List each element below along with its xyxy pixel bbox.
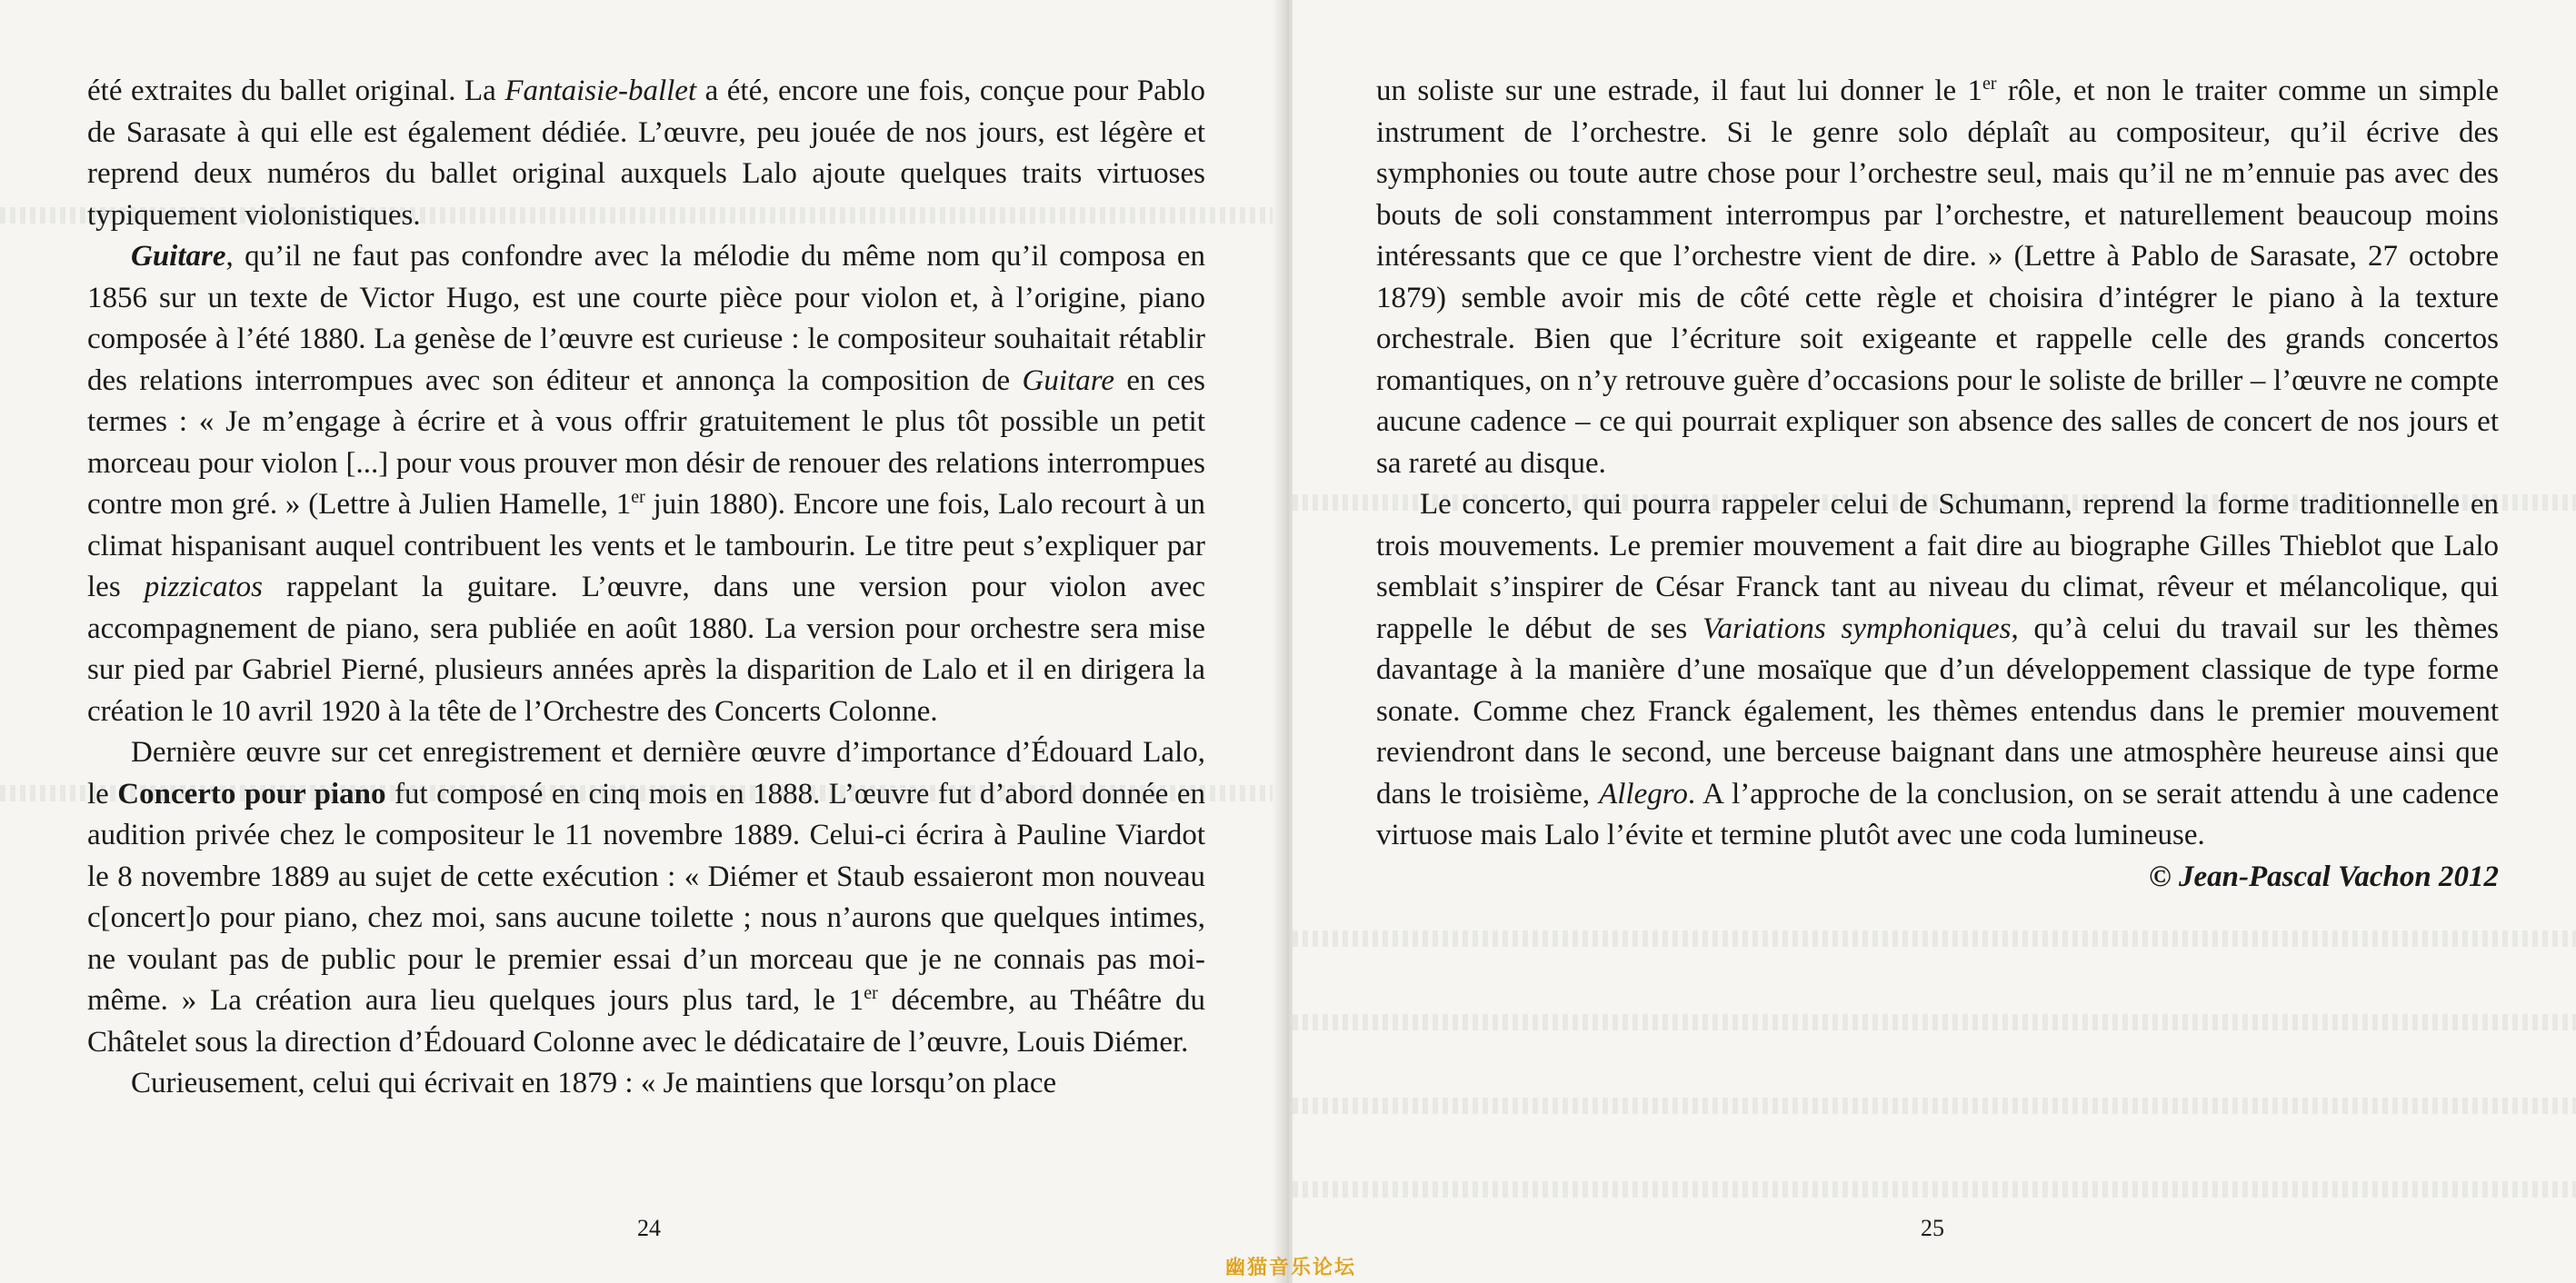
text-run: er (1982, 74, 1997, 94)
text-run: Dernière œuvre sur cet enregistrement et dernière œuvre d’importance d’Édouard Lalo, le (87, 736, 1205, 811)
text-run: en ces termes : « Je m’engage à écrire et à vous offrir gratuitement le plus tôt possible un petit morceau pour violon [...] pour vous prouver mon désir de renouer des relations interrompues contre mon gré. » (Lettre à Julien Hamelle, 1 (87, 363, 1205, 521)
text-run: a été, encore une fois, conçue pour Pablo de Sarasate à qui elle est également dédiée. L’œuvre, peu jouée de nos jours, est légère et reprend deux numéros du ballet original auxquels Lalo ajoute quelques traits virtuoses typiquement violonistiques. (87, 75, 1205, 232)
bleed-through-line (1293, 1098, 2576, 1114)
left-page-text (87, 71, 1205, 1105)
page-number-right: 25 (1921, 1215, 1944, 1241)
text-run: Fantaisie-ballet (504, 75, 697, 107)
paragraph (87, 236, 1205, 732)
text-run: pizzicatos (144, 571, 263, 603)
paragraph (87, 732, 1205, 1063)
text-run: rappelant la guitare. L’œuvre, dans une version pour violon avec accompagnement de piano, sera publiée en août 1880. La version pour orchestre sera mise sur pied par Gabriel Pierné, plusieurs années après la disparition de Lalo et il en dirigera la création le 10 avril 1920 à la tête de l’Orchestre des Concerts Colonne. (87, 571, 1205, 728)
text-run: er (631, 487, 645, 507)
text-run: Concerto pour piano (117, 777, 386, 811)
text-run: Guitare (1022, 363, 1114, 397)
text-run: un soliste sur une estrade, il faut lui donner le 1 (1376, 75, 1983, 107)
bleed-through-line (1293, 1181, 2576, 1198)
paragraph (87, 71, 1205, 236)
text-run: Guitare (131, 240, 226, 273)
text-run: décembre, au Théâtre du Châtelet sous la direction d’Édouard Colonne avec le dédicataire de l’œuvre, Louis Diémer. (87, 984, 1205, 1059)
paragraph (87, 1063, 1205, 1105)
right-page-text (1376, 71, 2499, 898)
bleed-through-line (1293, 930, 2576, 947)
text-run: , qu’il ne faut pas confondre avec la mélodie du même nom qu’il composa en 1856 sur un texte de Victor Hugo, est une courte pièce pour violon et, à l’origine, piano composée à l’été 1880. La genèse de l’œuvre est curieuse : le compositeur souhaitait rétablir des relations interrompues avec son éditeur et annonça la composition de (87, 240, 1205, 397)
left-page (0, 0, 1283, 1283)
text-run: fut composé en cinq mois en 1888. L’œuvre fut d’abord donnée en audition privée chez le compositeur le 11 novembre 1889. Celui-ci écrira à Pauline Viardot le 8 novembre 1889 au sujet de cette exécution : « Diémer et Staub essaieront mon nouveau c[oncert]o pour piano, chez moi, sans aucune toilette ; nous n’aurons que quelques intimes, ne voulant pas de public pour le premier essai d’un morceau que je ne connais pas moi-même. » La création aura lieu quelques jours plus tard, le 1 (87, 777, 1205, 1017)
text-run: , qu’à celui du travail sur les thèmes davantage à la manière d’une mosaïque que d’un développement classique de type forme sonate. Comme chez Franck également, les thèmes entendus dans le premier mouvement reviendront dans le second, une berceuse baignant dans une atmosphère heureuse ainsi que dans le troisième, (1376, 612, 2499, 811)
text-run: rôle, et non le traiter comme un simple instrument de l’orchestre. Si le genre solo déplaît au compositeur, qu’il écrive des symphonies ou toute autre chose pour l’orchestre seul, mais qu’il ne m’ennuie pas avec des bouts de soli constamment interrompus par l’orchestre, et naturellement beaucoup moins intéressants que ce que l’orchestre vient de dire. » (Lettre à Pablo de Sarasate, 27 octobre 1879) semble avoir mis de côté cette règle et choisira d’intégrer le piano à la texture orchestrale. Bien que l’écriture soit exigeante et rappelle celle des grands concertos romantiques, on n’y retrouve guère d’occasions pour le soliste de briller – l’œuvre ne compte aucune cadence – ce qui pourrait expliquer son absence des salles de concert de nos jours et sa rareté au disque. (1376, 75, 2500, 480)
text-run: Variations symphoniques (1702, 612, 2012, 645)
text-run: juin 1880). Encore une fois, Lalo recourt à un climat hispanisant auquel contribuent les vents et le tambourin. Le titre peut s’expliquer par les (87, 488, 1205, 603)
bleed-through-line (1293, 1014, 2576, 1030)
text-run: Le concerto, qui pourra rappeler celui de Schumann, reprend la forme traditionnelle en trois mouvements. Le premier mouvement a fait dire au biographe Gilles Thieblot que Lalo semblait s’inspirer de César Franck tant au niveau du climat, rêveur et mélancolique, qui rappelle le début de ses (1376, 488, 2499, 645)
text-run: er (864, 983, 878, 1003)
text-run: été extraites du ballet original. La (87, 75, 505, 107)
forum-watermark: 幽猫音乐论坛 (1224, 1257, 1356, 1279)
text-run: Curieusement, celui qui écrivait en 1879 : « Je maintiens que lorsqu’on place (131, 1067, 1057, 1099)
text-run: Allegro (1599, 777, 1688, 811)
paragraph (1376, 71, 2499, 484)
text-run: . A l’approche de la conclusion, on se serait attendu à une cadence virtuose mais Lalo l’évite et termine plutôt avec une coda lumineuse. (1376, 777, 2500, 851)
author-signature: © Jean-Pascal Vachon 2012 (2149, 860, 2499, 893)
paragraph (1376, 484, 2499, 857)
right-page (1293, 0, 2576, 1283)
page-number-left: 24 (637, 1215, 661, 1241)
